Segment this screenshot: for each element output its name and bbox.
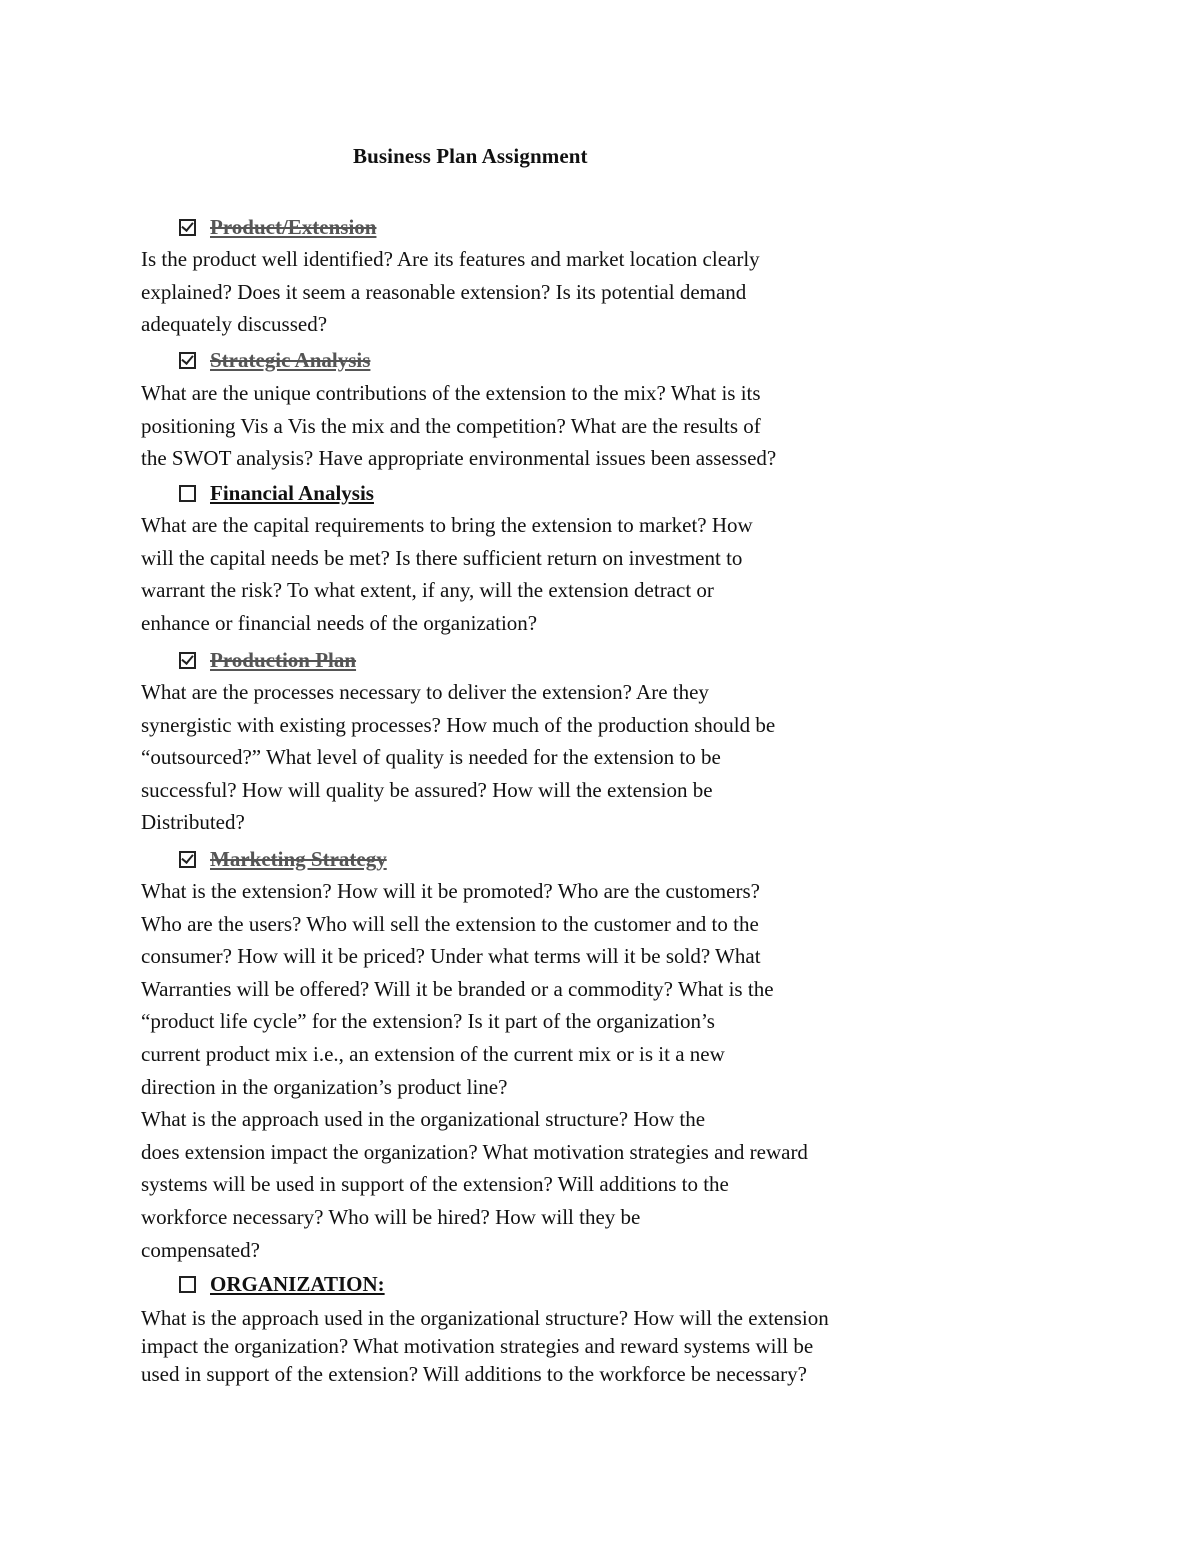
body-line: What is the extension? How will it be promoted? Who are the customers? xyxy=(141,879,760,903)
body-line: Is the product well identified? Are its features and market location clearly xyxy=(141,247,760,271)
body-line: positioning Vis a Vis the mix and the competition? What are the results of xyxy=(141,413,761,438)
section-heading-product-extension xyxy=(179,212,376,242)
body-line: will the capital needs be met? Is there sufficient return on investment to xyxy=(141,545,743,570)
body-line: current product mix i.e., an extension of the current mix or is it a new xyxy=(141,1041,725,1066)
body-line: Distributed? xyxy=(141,810,245,835)
body-line: What are the processes necessary to deliver the extension? Are they xyxy=(141,680,709,704)
body-line: the SWOT analysis? Have appropriate environmental issues been assessed? xyxy=(141,446,777,471)
body-line: What are the capital requirements to bring the extension to market? How xyxy=(141,513,753,537)
section-body-financial-analysis xyxy=(141,509,753,639)
empty-box-icon xyxy=(179,1276,196,1293)
section-body-organization xyxy=(141,1304,829,1388)
body-line: does extension impact the organization? What motivation strategies and reward xyxy=(141,1139,808,1164)
body-line: What is the approach used in the organizational structure? How the xyxy=(141,1107,706,1132)
body-line: explained? Does it seem a reasonable extension? Is its potential demand xyxy=(141,279,747,304)
section-heading-marketing-strategy xyxy=(179,844,387,874)
body-line: enhance or financial needs of the organization? xyxy=(141,610,538,635)
section-body-strategic-analysis xyxy=(141,377,776,475)
body-line: synergistic with existing processes? How much of the production should be xyxy=(141,712,776,737)
checked-box-icon xyxy=(179,219,196,236)
body-line: “outsourced?” What level of quality is needed for the extension to be xyxy=(141,745,721,770)
section-heading-label: Product/Extension xyxy=(210,214,377,239)
section-body-production-plan xyxy=(141,676,775,839)
section-heading-label: Marketing Strategy xyxy=(210,846,387,871)
body-line: “product life cycle” for the extension? Is it part of the organization’s xyxy=(141,1009,715,1034)
body-line: consumer? How will it be priced? Under what terms will it be sold? What xyxy=(141,944,761,969)
checked-box-icon xyxy=(179,352,196,369)
section-heading-label: ORGANIZATION: xyxy=(210,1271,385,1296)
checked-box-icon xyxy=(179,652,196,669)
body-line: systems will be used in support of the extension? Will additions to the xyxy=(141,1172,729,1197)
body-line: impact the organization? What motivation strategies and reward systems will be xyxy=(141,1334,814,1358)
body-line: workforce necessary? Who will be hired? How will they be xyxy=(141,1204,641,1229)
body-line: successful? How will quality be assured? How will the extension be xyxy=(141,777,713,802)
section-heading-financial-analysis xyxy=(179,478,374,508)
body-line: direction in the organization’s product line? xyxy=(141,1074,508,1099)
section-body-marketing-strategy xyxy=(141,875,808,1266)
body-line: What is the approach used in the organizational structure? How will the extension xyxy=(141,1306,829,1330)
document-title: Business Plan Assignment xyxy=(353,144,588,168)
body-line: compensated? xyxy=(141,1237,260,1262)
body-line: adequately discussed? xyxy=(141,312,328,337)
body-line: used in support of the extension? Will additions to the workforce be necessary? xyxy=(141,1362,807,1386)
section-heading-strategic-analysis xyxy=(179,345,370,375)
section-heading-label: Strategic Analysis xyxy=(210,347,371,372)
body-line: Warranties will be offered? Will it be branded or a commodity? What is the xyxy=(141,976,774,1001)
checked-box-icon xyxy=(179,851,196,868)
section-heading-label: Financial Analysis xyxy=(210,480,374,505)
section-heading-organization xyxy=(179,1269,385,1299)
body-line: What are the unique contributions of the extension to the mix? What is its xyxy=(141,381,761,405)
section-heading-production-plan xyxy=(179,645,356,675)
section-body-product-extension xyxy=(141,243,760,341)
section-heading-label: Production Plan xyxy=(210,647,357,672)
empty-box-icon xyxy=(179,485,196,502)
body-line: warrant the risk? To what extent, if any, will the extension detract or xyxy=(141,578,714,603)
body-line: Who are the users? Who will sell the extension to the customer and to the xyxy=(141,911,759,936)
